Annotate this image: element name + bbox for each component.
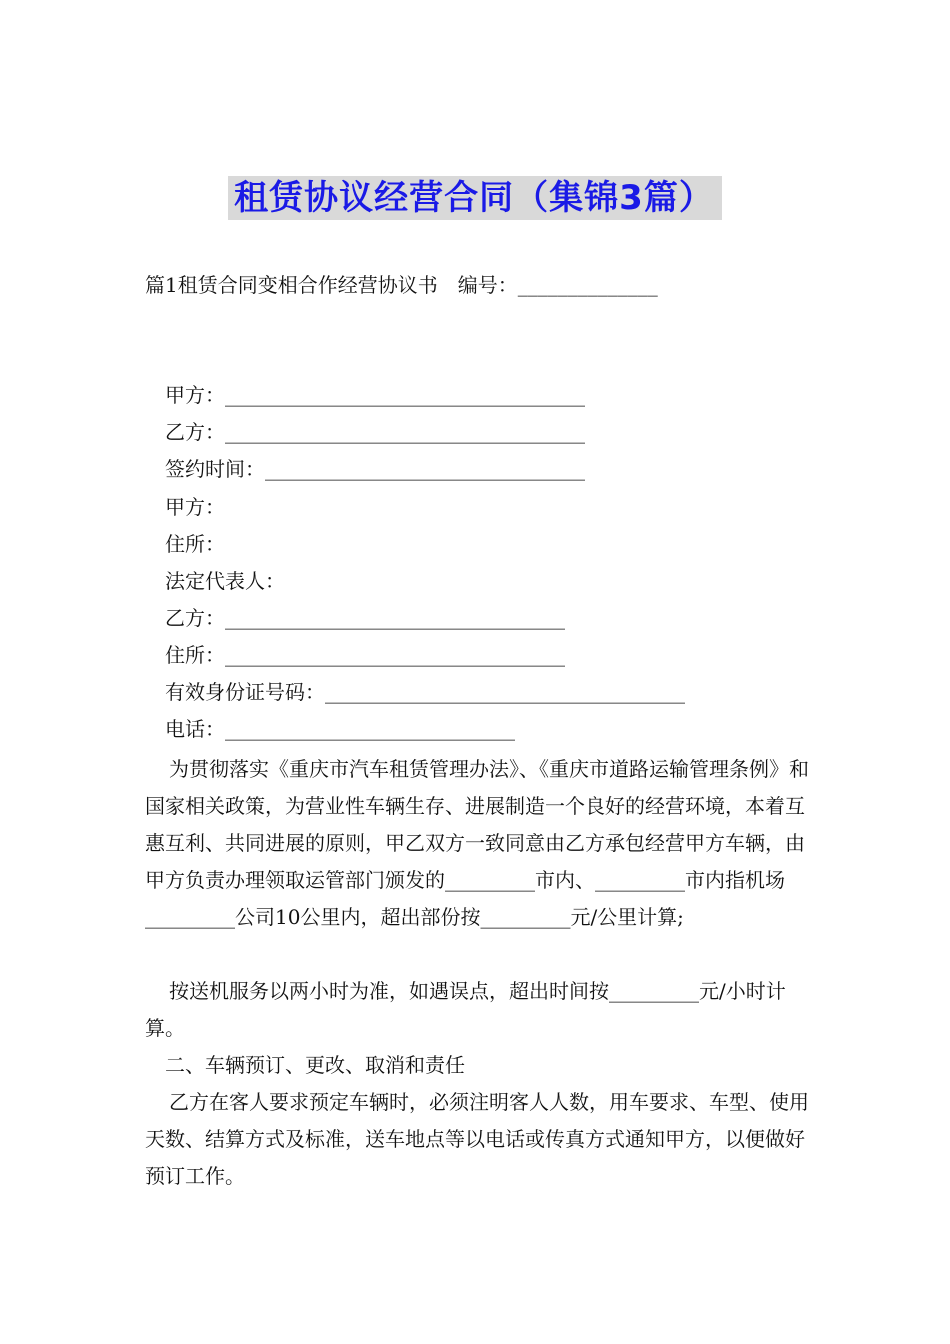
field-party-b-2: 乙方：__________________________________	[165, 606, 565, 630]
field-party-a: 甲方：____________________________________	[165, 383, 585, 407]
field-party-a-2: 甲方：	[165, 495, 225, 519]
header-line: 篇1租赁合同变相合作经营协议书 编号：______________	[145, 273, 658, 297]
paragraph-intro: 为贯彻落实《重庆市汽车租赁管理办法》、《重庆市道路运输管理条例》和国家相关政策，为营业性车辆生存、进展制造一个良好的经营环境，本着互惠互利、共同进展的原则，甲乙双方一致同意由乙方承包经营甲方车辆，由甲方负责办理领取运管部门颁发的_________市内、_________市内指机场_________公司10公里内，超出部份按_________元/公里计算;	[145, 757, 809, 929]
field-id-number: 有效身份证号码：____________________________________	[165, 680, 685, 704]
field-address: 住所：	[165, 532, 225, 556]
document-title: 租赁协议经营合同（集锦3篇）	[228, 176, 722, 220]
field-address-2: 住所：__________________________________	[165, 643, 565, 667]
field-phone: 电话：_____________________________	[165, 717, 515, 741]
field-sign-date: 签约时间：________________________________	[165, 457, 585, 481]
section-heading-2: 二、车辆预订、更改、取消和责任	[165, 1053, 465, 1077]
paragraph-airport-service: 按送机服务以两小时为准，如遇误点，超出时间按_________元/小时计算。	[145, 979, 786, 1040]
field-legal-rep: 法定代表人：	[165, 569, 285, 593]
field-party-b: 乙方：____________________________________	[165, 420, 585, 444]
paragraph-booking: 乙方在客人要求预定车辆时，必须注明客人人数，用车要求、车型、使用天数、结算方式及标准，送车地点等以电话或传真方式通知甲方，以便做好预订工作。	[145, 1090, 809, 1188]
title-block	[0, 176, 950, 220]
